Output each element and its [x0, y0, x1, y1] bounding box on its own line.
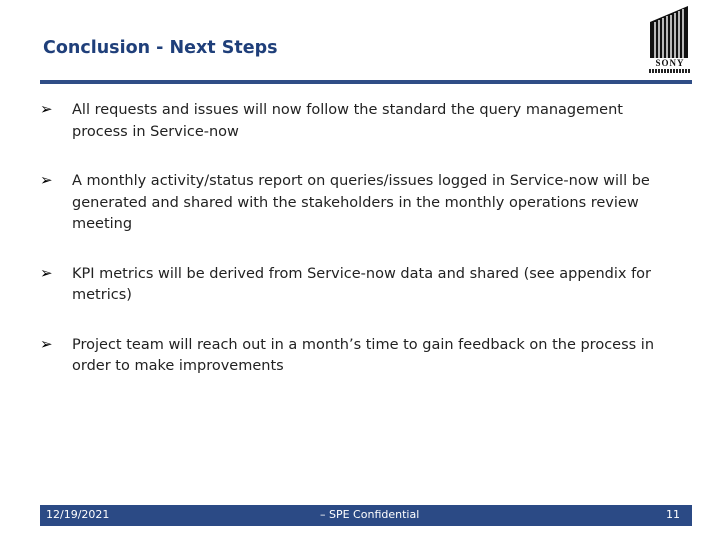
bullet-item: [40, 264, 665, 307]
sony-pictures-logo: [646, 6, 692, 74]
bullet-item: [40, 171, 665, 236]
arrow-bullet-icon: ➢: [40, 100, 53, 118]
bullet-text: KPI metrics will be derived from Service-now data and shared (see appendix for metrics): [72, 265, 652, 303]
bullet-text: All requests and issues will now follow the standard the query management process in Service-now: [72, 102, 623, 140]
bullet-text: Project team will reach out in a month’s time to gain feedback on the process in order to make improvements: [72, 336, 655, 374]
bullet-item: [40, 100, 665, 143]
logo-subtitle: [649, 69, 691, 73]
arrow-bullet-icon: ➢: [40, 334, 53, 353]
bullet-text: A monthly activity/status report on queries/issues logged in Service-now will be generated and shared with the stakeholders in the monthly operations review meeting: [72, 173, 650, 232]
footer-page-number: 11: [666, 508, 680, 521]
title-divider: [40, 80, 692, 84]
footer-confidential: – SPE Confidential: [320, 508, 420, 521]
bullet-item: [40, 335, 665, 378]
logo-brand-text: SONY: [655, 58, 685, 68]
bullet-list: [40, 100, 665, 406]
footer-bar: [40, 505, 692, 526]
logo-stripes-icon: [650, 6, 688, 58]
arrow-bullet-icon: ➢: [40, 171, 53, 189]
slide-title: Conclusion - Next Steps: [43, 38, 278, 58]
footer-date: 12/19/2021: [46, 508, 110, 521]
arrow-bullet-icon: ➢: [40, 263, 53, 282]
